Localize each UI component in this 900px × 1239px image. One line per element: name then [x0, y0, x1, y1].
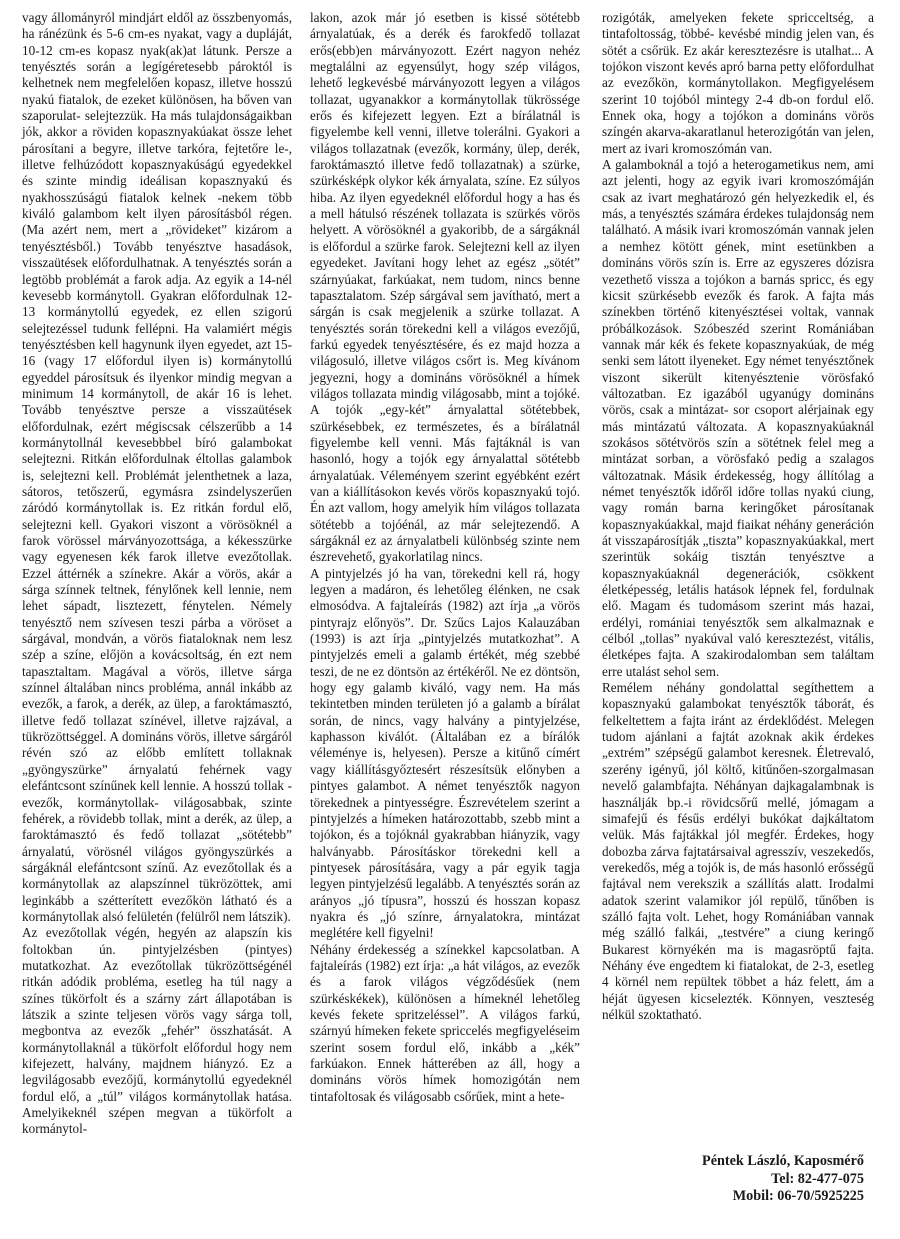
paragraph: vagy állományról mindjárt eldől az összbenyomás, ha ránézünk és 5-6 cm-es nyakat, vagy a dupláját, 10-12 cm-es kopasz nyak(ak)at látunk. Persze a tenyésztés során a legígéretesebb pároktól is kelhetnek nem megfelelően kopasz, illetve hosszú nyakú fiatalok, de ezeket különösen, ha bőven van szaporulat- selejtezzük. Ha más tulajdonságaikban jók, akkor a röviden kopasznyakúakat össze lehet párosítani a begyre, illetve tarkóra, fejtetőre le-, illetve felhúzódott kopasznyakúságú egyedekkel és szinte mindig ideálisan kopasznyakú és nyakhosszúságú fiatalok kelnek -nekem több kiváló galambom kelt ilyen párosításból régen. (Ma azért nem, mert a „rövideket” kizárom a tenyésztésből.) Tovább tenyésztve hasadások, visszaütések előfordulhatnak. A tenyésztés során a legtöbb problémát a farok adja. Az egyik a 14-nél kevesebb kormánytoll. Gyakran előfordulnak 12-13 kormánytollú egyedek, ez ellen szigorú selejtezéssel tudunk fellépni. Ha valamiért mégis tenyésztésben kell hagynunk ilyen egyedet, azt 15- 16 (vagy 17 előfordul ilyen is) kormánytollú egyeddel párosítsuk és ilyenkor mindig megvan a minimum 14 kormánytoll, de akár 16 is lehet. Tovább tenyésztve persze a visszaütések előfordulnak, ezért mégiscsak célszerűbb a 14 kormánytollnál kevesebbbel bíró galambokat selejtezni. Ritkán előfordulnak éltollas galambok is, selejtezni kell. Problémát jelenthetnek a laza, sátoros, tetőszerű, egymásra zsindelyszerűen záródó kormánytollak is. Ez ritkán fordul elő, selejtezni kell. Gyakori viszont a vörösöknél a farok vörössel márványozottsága, a kékesszürke vagy egyenesen kék farok illetve evezőtollak. Ezzel áttérnék a színekre. Akár a vörös, akár a sárga színnek teltnek, fénylőnek kell lennie, nem lehet sápadt, lisztezett, fénytelen. Némely tenyésztő nem szívesen teszi párba a vöröset a sárgával, mondván, a vörös fiataloknak nem lesz szép a színe, előjön a kovácsoltság, én ezt nem tapasztaltam. Magával a vörös, illetve sárga színnel általában nincs probléma, annál inkább az evezők, a farok, a derék, az ülep, a faroktámasztó, illetve fedő tollazat színével, illetve rajzával, a tükrözöttséggel. A domináns vörös, illetve sárgáról révén szó az előbb említett tollaknak „gyöngyszürke” árnyalatú fehérnek vagy elefántcsont színűnek kell lennie. A hosszú tollak - evezők, kormánytollak- világosabbak, szinte fehérek, a rövidebb tollak, mint a derék, az ülep, a faroktámasztó és fedő tollazat „sötétebb” árnyalatú, vörösnél világos gyöngyszürkés a sárgáknál elefántcsont színű. Az evezőtollak és a kormánytollak az alapszínnel tükrözöttek, ami leginkább a szétterített evezőkön látható és a kormánytollak alsó felületén (felülről nem látszik). — [22, 10, 292, 924]
author-phone: Tel: 82-477-075 — [771, 1170, 864, 1187]
paragraph: A pintyjelzés jó ha van, törekedni kell rá, hogy legyen a madáron, és lehetőleg élénken, ne csak elmosódva. A fajtaleírás (1982) azt írja „a vörös pintyrajz előnyös”. Dr. Szűcs Lajos Kalauzában (1993) is azt írja „pintyjelzés mutatkozhat”. A pintyjelzés emeli a galamb értékét, még szebbé teszi, de ne ez döntsön az értékéről. Ne ez döntsön, hogy egy galamb kiváló, vagy nem. Ha más tekintetben minden területen jó a galamb a bírálat során, de nincs, vagy halvány a pintyjelzése, kaphasson kiválót. (Általában ez a bírálók véleménye is, helyesen). Persze a kitűnő címért vagy kiállításgyőztesért részesítsük előnyben a pintyes galambot. A német tenyésztők nagyon törekednek a pintyességre. Észrevételem szerint a pintyjelzés a hímeken határozottabb, szebb mint a tojókon, és a tojóknál gyakrabban hiányzik, vagy halványabb. Párosításkor törekedni kell a pintyesek párosítására, vagy a pár egyik tagja legyen pintyjelzésű legalább. A tenyésztés során az arányos „jó típusra”, hosszú és hosszan kopasz nyakra és „jó színre, árnyalatokra, mintázat meglétére kell figyelni! — [310, 565, 580, 941]
author-signature — [602, 1153, 864, 1206]
text-column-2 — [310, 10, 580, 1105]
paragraph: rozigóták, amelyeken fekete spricceltség, a tintafoltosság, többé- kevésbé mindig jelen van, és sötét a csőrük. Ez akár keresztezésre is utalhat... A tojókon viszont kevés apró barna petty előfordulhat az evezőkön, kormánytollakon. Megfigyelésem szerint 10 tojóból mintegy 2-4 db-on fordul elő. Ennek oka, hogy a tojókon a domináns vörös színgén akarva-akaratlanul heterozigótán van jelen, mert az ivari kromoszómán van. — [602, 10, 874, 156]
paragraph: Remélem néhány gondolattal segíthettem a kopasznyakú galambokat tenyésztők táborát, és felkeltettem a fajta iránt az érdeklődést. Melegen tudom ajánlani a fajtát azoknak akik érdekes „extrém” szépségű galambot keresnek. Életrevaló, szerény igényű, jól költő, kitűnően-szorgalmasan nevelő galambfajta. Néhányan dajkagalambnak is használják bp.-i rövidcsőrű mellé, jómagam a simafejű és fésűs erdélyi bukókat dajkáltatom velük. Más fajtákkal jól megfér. Érdekes, hogy dobozba zárva fajtatársaival agresszív, veszekedős, verekedős, még a tojók is, de más hasonló erősségű fajtával nem verekszik a szállítás alatt. Irodalmi adatok szerint valamikor jól repülő, tűnőben is szálló fajta volt. Lehet, hogy Romániában vannak még szálló falkái, „testvére” a ciung keringő Bukarest környékén ma is magasröptű fajta. Néhány éve engedtem ki fiatalokat, de 2-3, esetleg 4 körnél nem repültek többet a ház felett, ám a héját ügyesen kicselezték. Könnyen, veszteség nélkül szoktatható. — [602, 680, 874, 1022]
text-column-3 — [602, 10, 874, 1023]
text-column-1 — [22, 10, 292, 1138]
author-name: Péntek László, Kaposmérő — [702, 1153, 864, 1169]
paragraph: A galamboknál a tojó a heterogametikus nem, ami azt jelenti, hogy az egyik ivari kromoszómáján csak az ivart meghatározó gén helyezkedik el, és más, a tenyésztés számára érdekes tulajdonság nem található. A másik ivari kromoszómán vannak jelen a nemhez kötött gének, mint esetünkben a domináns vörös szín is. Erre az egyszeres dózisra vezethető vissza a tojókon a barnás spricc, és egy kicsit szürkésebb evezők és farok. A fajta más színekben történő kitenyésztései voltak, vannak próbálkozások. Szóbeszéd szerint Romániában vannak már kék és fekete kopasznyakúak, de még senki sem látott ilyeneket. Egy német tenyésztőnek viszont sikerült kitenyésztenie vörösfakó változatban. Ez igazából ugyanúgy domináns vörös, csak a mintázat- sor csoport alérjainak egy más mintázatú változata. A kopasznyakúaknál szokásos sötétvörös szín a sötétnek felel meg a mintázat sorban, a vörösfakó pedig a szalagos változatnak. Másik érdekesség, hogy állítólag a német tenyésztők időről időre tollas nyakú ciung, vagy román barna keringőket párosítanak kopasznyakúakkal, majd fiaikat néhány generáción át visszapárosítják „tiszta” kopasznyakúakkal, mert szerintük sokáig tisztán tenyésztve a kopasznyakúaknál degenerációk, csökkent életképesség, letális hatások lépnek fel, fordulnak elő. Magam és tudomásom szerint más hazai, erdélyi, romániai tenyésztők sem alkalmaznak e célból „tollas” nyakúval való keresztezést, vitális, életképes fajta. A szakirodalomban sem találtam erre utalást sehol sem. — [602, 157, 874, 679]
paragraph: lakon, azok már jó esetben is kissé sötétebb árnyalatúak, és a derék és farokfedő tollazat erős(ebb)en márványozott. Ezért nagyon nehéz megtalálni az egyensúlyt, hogy szép világos, lehető legkevésbé márványozott legyen a világos tollazat, ugyanakkor a kormánytollak tükrössége erős és kifejezett legyen. Ezt a bírálatnál is figyelembe kell venni, illetve tolerálni. Gyakori a világos tollazatnak (evezők, kormány, ülep, derék, faroktámasztó illetve fedő tollazatnak) a szürke, szürkésképk olykor kék árnyalata, színe. Ez súlyos hiba. Az ilyen egyedeknél előfordul hogy a has és a mell hátulsó részének tollazata is szürkés vörös helyett. A vörösöknél a gyakoribb, de a sárgáknál is előfordul a szürke farok. Selejtezni kell az ilyen egyedeket. Javítani hogy lehet az egész „sötét” szárnyúakat, farkúakat, nem tudom, nincs benne tapasztalatom. Szép sárgával sem javítható, mert a sárgán is csak megjelenik a szürke tollazat. A tenyésztés során törekedni kell a világos evezőjű, farkú egyedek tenyésztésére, és ez majd hozza a világosuló, illetve világos csőrt is. Meg kívánom jegyezni, hogy a domináns vörösöknél a hímek világos tollazata mindig világosabb, mint a tojóké. A tojók „egy-két” árnyalattal sötétebbek, szürkésebbek, ez természetes, és a bírálatnál figyelembe kell venni. Más fajtáknál is van hasonló, hogy a tojók egy árnyalattal sötétebb árnyalatúak. Véleményem szerint egyébként ezért van a kiállításokon kevés vörös kopasznyakú tojó. Én azt vallom, hogy amelyik hím világos tollazata sötétebb a tojóénál, az már selejtezendő. A sárgáknál ez az árnyalatbeli különbség szinte nem észrevehető, gyakorlatilag nincs. — [310, 10, 580, 565]
paragraph: Az evezőtollak végén, hegyén az alapszín kis foltokban ún. pintyjelzésben (pintyes) mutatkozhat. Az evezőtollak tükrözöttségénél ritkán adódik probléma, esetleg ha túl nagy a színes tükörfolt és a szárny zárt állapotában is látszik a szinte teljesen vörös vagy sárga toll, megbontva az evezők „fehér” összhatását. A kormánytollaknál a tükörfolt előfordul hogy nem kifejezett, halvány, majdnem hiányzó. Ez a legvilágosabb evezőjű, kormánytollú egyedeknél fordul elő, a „túl” világos kormánytollak hatása. Amelyikeknél szépen megvan a tükörfolt a kormánytol- — [22, 925, 292, 1137]
author-mobile: Mobil: 06-70/5925225 — [732, 1188, 864, 1204]
paragraph: Néhány érdekesség a színekkel kapcsolatban. A fajtaleírás (1982) ezt írja: „a hát világos, az evezők és a farok világos végződésűek (nem szürkéskékek), különösen a hímeknél lehetőleg kevés fekete spritzeléssel”. A világos farkú, szárnyú hímeken fekete spriccelés megfigyeléseim szerint sosem fordul elő, inkább a „kék” farkúakon. Ennek hátterében az áll, hogy a domináns vörös hímek homozigótán nem tintafoltosak és világosabb csőrűek, mint a hete- — [310, 941, 580, 1104]
